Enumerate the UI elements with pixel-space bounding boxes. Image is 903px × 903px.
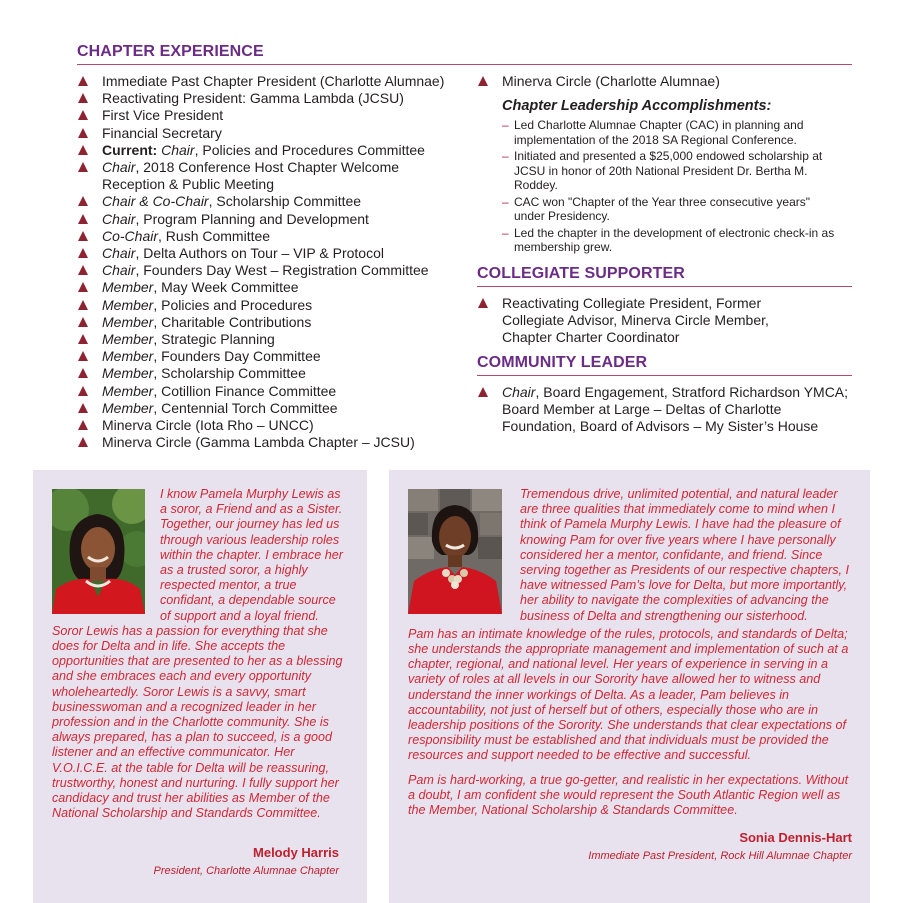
chapter-experience-heading: CHAPTER EXPERIENCE <box>77 43 264 60</box>
accomplishments-heading: Chapter Leadership Accomplishments: <box>502 98 772 114</box>
list-item: – Led the chapter in the development of electronic check-in as membership grew. <box>502 225 835 254</box>
chapter-experience-rule <box>77 64 852 65</box>
signature-title: President, Charlotte Alumnae Chapter <box>153 865 339 877</box>
triangle-bullet-icon <box>78 265 88 275</box>
list-item: Chair, Board Engagement, Stratford Richardson YMCA; Board Member at Large – Deltas of Charlotte Foundation, Board of Advisors – My Sister’s House <box>477 384 857 436</box>
list-item: Member, Cotillion Finance Committee <box>77 383 457 400</box>
collegiate-supporter-list <box>477 295 857 347</box>
list-item: Chair, Founders Day West – Registration Committee <box>77 262 457 279</box>
list-item: Minerva Circle (Gamma Lambda Chapter – JCSU) <box>77 434 457 451</box>
collegiate-supporter-heading: COLLEGIATE SUPPORTER <box>477 265 685 282</box>
triangle-bullet-icon <box>478 76 488 86</box>
testimonial-1-text: I know Pamela Murphy Lewis as a soror, a Friend and as a Sister. Together, our journey has led us through various leadership roles within the chapter. I embrace her as a trusted soror, a highly respected mentor, a true confidant, a dependable source of support and a loyal friend. Soror Lewis has a passion for everything that she does for Delta and in life. She accepts the opportunities that are presented to her as a blessing and she embraces each and every opportunity wholeheartedly. Soror Lewis is a savvy, smart businesswoman and a recognized leader in her profession and in the Charlotte community. She is always prepared, has a plan to succeed, is a good listener and an effective communicator. Her V.O.I.C.E. at the table for Delta will be reassuring, trustworthy, honest and nurturing. I fully support her candidacy and trust her abilities as Member of the National Scholarship and Standards Committee. <box>52 487 343 821</box>
dash-bullet-icon: – <box>502 118 509 132</box>
dash-bullet-icon: – <box>502 225 509 240</box>
triangle-bullet-icon <box>78 76 88 86</box>
list-item: Current: Chair, Policies and Procedures Committee <box>77 142 457 159</box>
chapter-experience-right-list <box>477 73 857 90</box>
triangle-bullet-icon <box>78 403 88 413</box>
triangle-bullet-icon <box>78 196 88 206</box>
accomplishments-list <box>502 118 852 257</box>
list-item: Financial Secretary <box>77 125 457 142</box>
testimonial-2-signature <box>500 830 852 862</box>
triangle-bullet-icon <box>78 437 88 447</box>
list-item: Chair, Delta Authors on Tour – VIP & Protocol <box>77 245 457 262</box>
triangle-bullet-icon <box>78 145 88 155</box>
list-item: Member, Centennial Torch Committee <box>77 400 457 417</box>
testimonial-1-signature <box>100 845 339 877</box>
triangle-bullet-icon <box>78 317 88 327</box>
list-item: Chair, 2018 Conference Host Chapter Welcome Reception & Public Meeting <box>77 159 412 193</box>
triangle-bullet-icon <box>78 386 88 396</box>
list-item: Minerva Circle (Iota Rho – UNCC) <box>77 417 457 434</box>
list-item: Co-Chair, Rush Committee <box>77 228 457 245</box>
list-item: Member, Founders Day Committee <box>77 348 457 365</box>
signature-title: Immediate Past President, Rock Hill Alumnae Chapter <box>588 850 852 862</box>
list-item: Chair & Co-Chair, Scholarship Committee <box>77 193 457 210</box>
triangle-bullet-icon <box>78 162 88 172</box>
triangle-bullet-icon <box>78 214 88 224</box>
triangle-bullet-icon <box>78 368 88 378</box>
dash-bullet-icon: – <box>502 149 509 163</box>
signature-name: Melody Harris <box>253 845 339 860</box>
testimonial-2-text: Tremendous drive, unlimited potential, and natural leader are three qualities that immediately come to mind when I think of Pamela Murphy Lewis. I have had the pleasure of knowing Pam for over five years where I have personally considered her a mentor, confidante, and friend. Since serving together as Presidents of our respective chapters, I have witnessed Pam’s love for Delta, but more importantly, her ability to navigate the complexities of advancing the business of Delta and strengthening our sisterhood. Pam has an intimate knowledge of the rules, protocols, and standards of Delta; she understands the appropriate management and implementation of such at a chapter, regional, and national level. Her years of experience in serving in a variety of roles at all levels in our Sorority have allowed her to witness and understand the inner workings of Delta. As a leader, Pam believes in accountability, not just of herself but of others, especially those who are in leadership positions of the Sorority. She understands that clear expectations of responsibility must be established and that individuals must be provided the resources and support needed to be effective and successful. Pam is hard-working, a true go-getter, and realistic in her expectations. Without a doubt, I am confident she would represent the South Atlantic Region well as the Member, National Scholarship & Standards Committee. <box>408 487 850 818</box>
list-item: Minerva Circle (Charlotte Alumnae) <box>477 73 857 90</box>
list-item: Member, Scholarship Committee <box>77 365 457 382</box>
list-item: – Led Charlotte Alumnae Chapter (CAC) in planning and implementation of the 2018 SA Regional Conference. <box>502 118 804 147</box>
triangle-bullet-icon <box>78 420 88 430</box>
signature-name: Sonia Dennis-Hart <box>739 830 852 845</box>
triangle-bullet-icon <box>78 231 88 241</box>
triangle-bullet-icon <box>78 110 88 120</box>
list-item: – CAC won "Chapter of the Year three consecutive years" under Presidency. <box>502 194 811 223</box>
community-leader-list <box>477 384 857 436</box>
list-item: Chair, Program Planning and Development <box>77 211 457 228</box>
list-item: Member, May Week Committee <box>77 279 457 296</box>
triangle-bullet-icon <box>78 334 88 344</box>
list-item: Immediate Past Chapter President (Charlotte Alumnae) <box>77 73 457 90</box>
list-item: Member, Strategic Planning <box>77 331 457 348</box>
community-leader-rule <box>477 375 852 376</box>
list-item: First Vice President <box>77 107 457 124</box>
triangle-bullet-icon <box>78 300 88 310</box>
chapter-experience-list <box>77 73 457 451</box>
triangle-bullet-icon <box>78 282 88 292</box>
triangle-bullet-icon <box>78 248 88 258</box>
triangle-bullet-icon <box>78 93 88 103</box>
list-item: – Initiated and presented a $25,000 endowed scholarship at JCSU in honor of 20th National President Dr. Bertha M. Roddey. <box>502 149 823 192</box>
list-item: Reactivating Collegiate President, Former Collegiate Advisor, Minerva Circle Member, Chapter Charter Coordinator <box>477 295 857 347</box>
triangle-bullet-icon <box>478 387 488 397</box>
dash-bullet-icon: – <box>502 194 509 209</box>
triangle-bullet-icon <box>78 351 88 361</box>
list-item: Member, Policies and Procedures <box>77 297 457 314</box>
triangle-bullet-icon <box>478 298 488 308</box>
community-leader-heading: COMMUNITY LEADER <box>477 354 648 371</box>
list-item: Reactivating President: Gamma Lambda (JCSU) <box>77 90 457 107</box>
collegiate-supporter-rule <box>477 286 852 287</box>
triangle-bullet-icon <box>78 128 88 138</box>
list-item: Member, Charitable Contributions <box>77 314 457 331</box>
